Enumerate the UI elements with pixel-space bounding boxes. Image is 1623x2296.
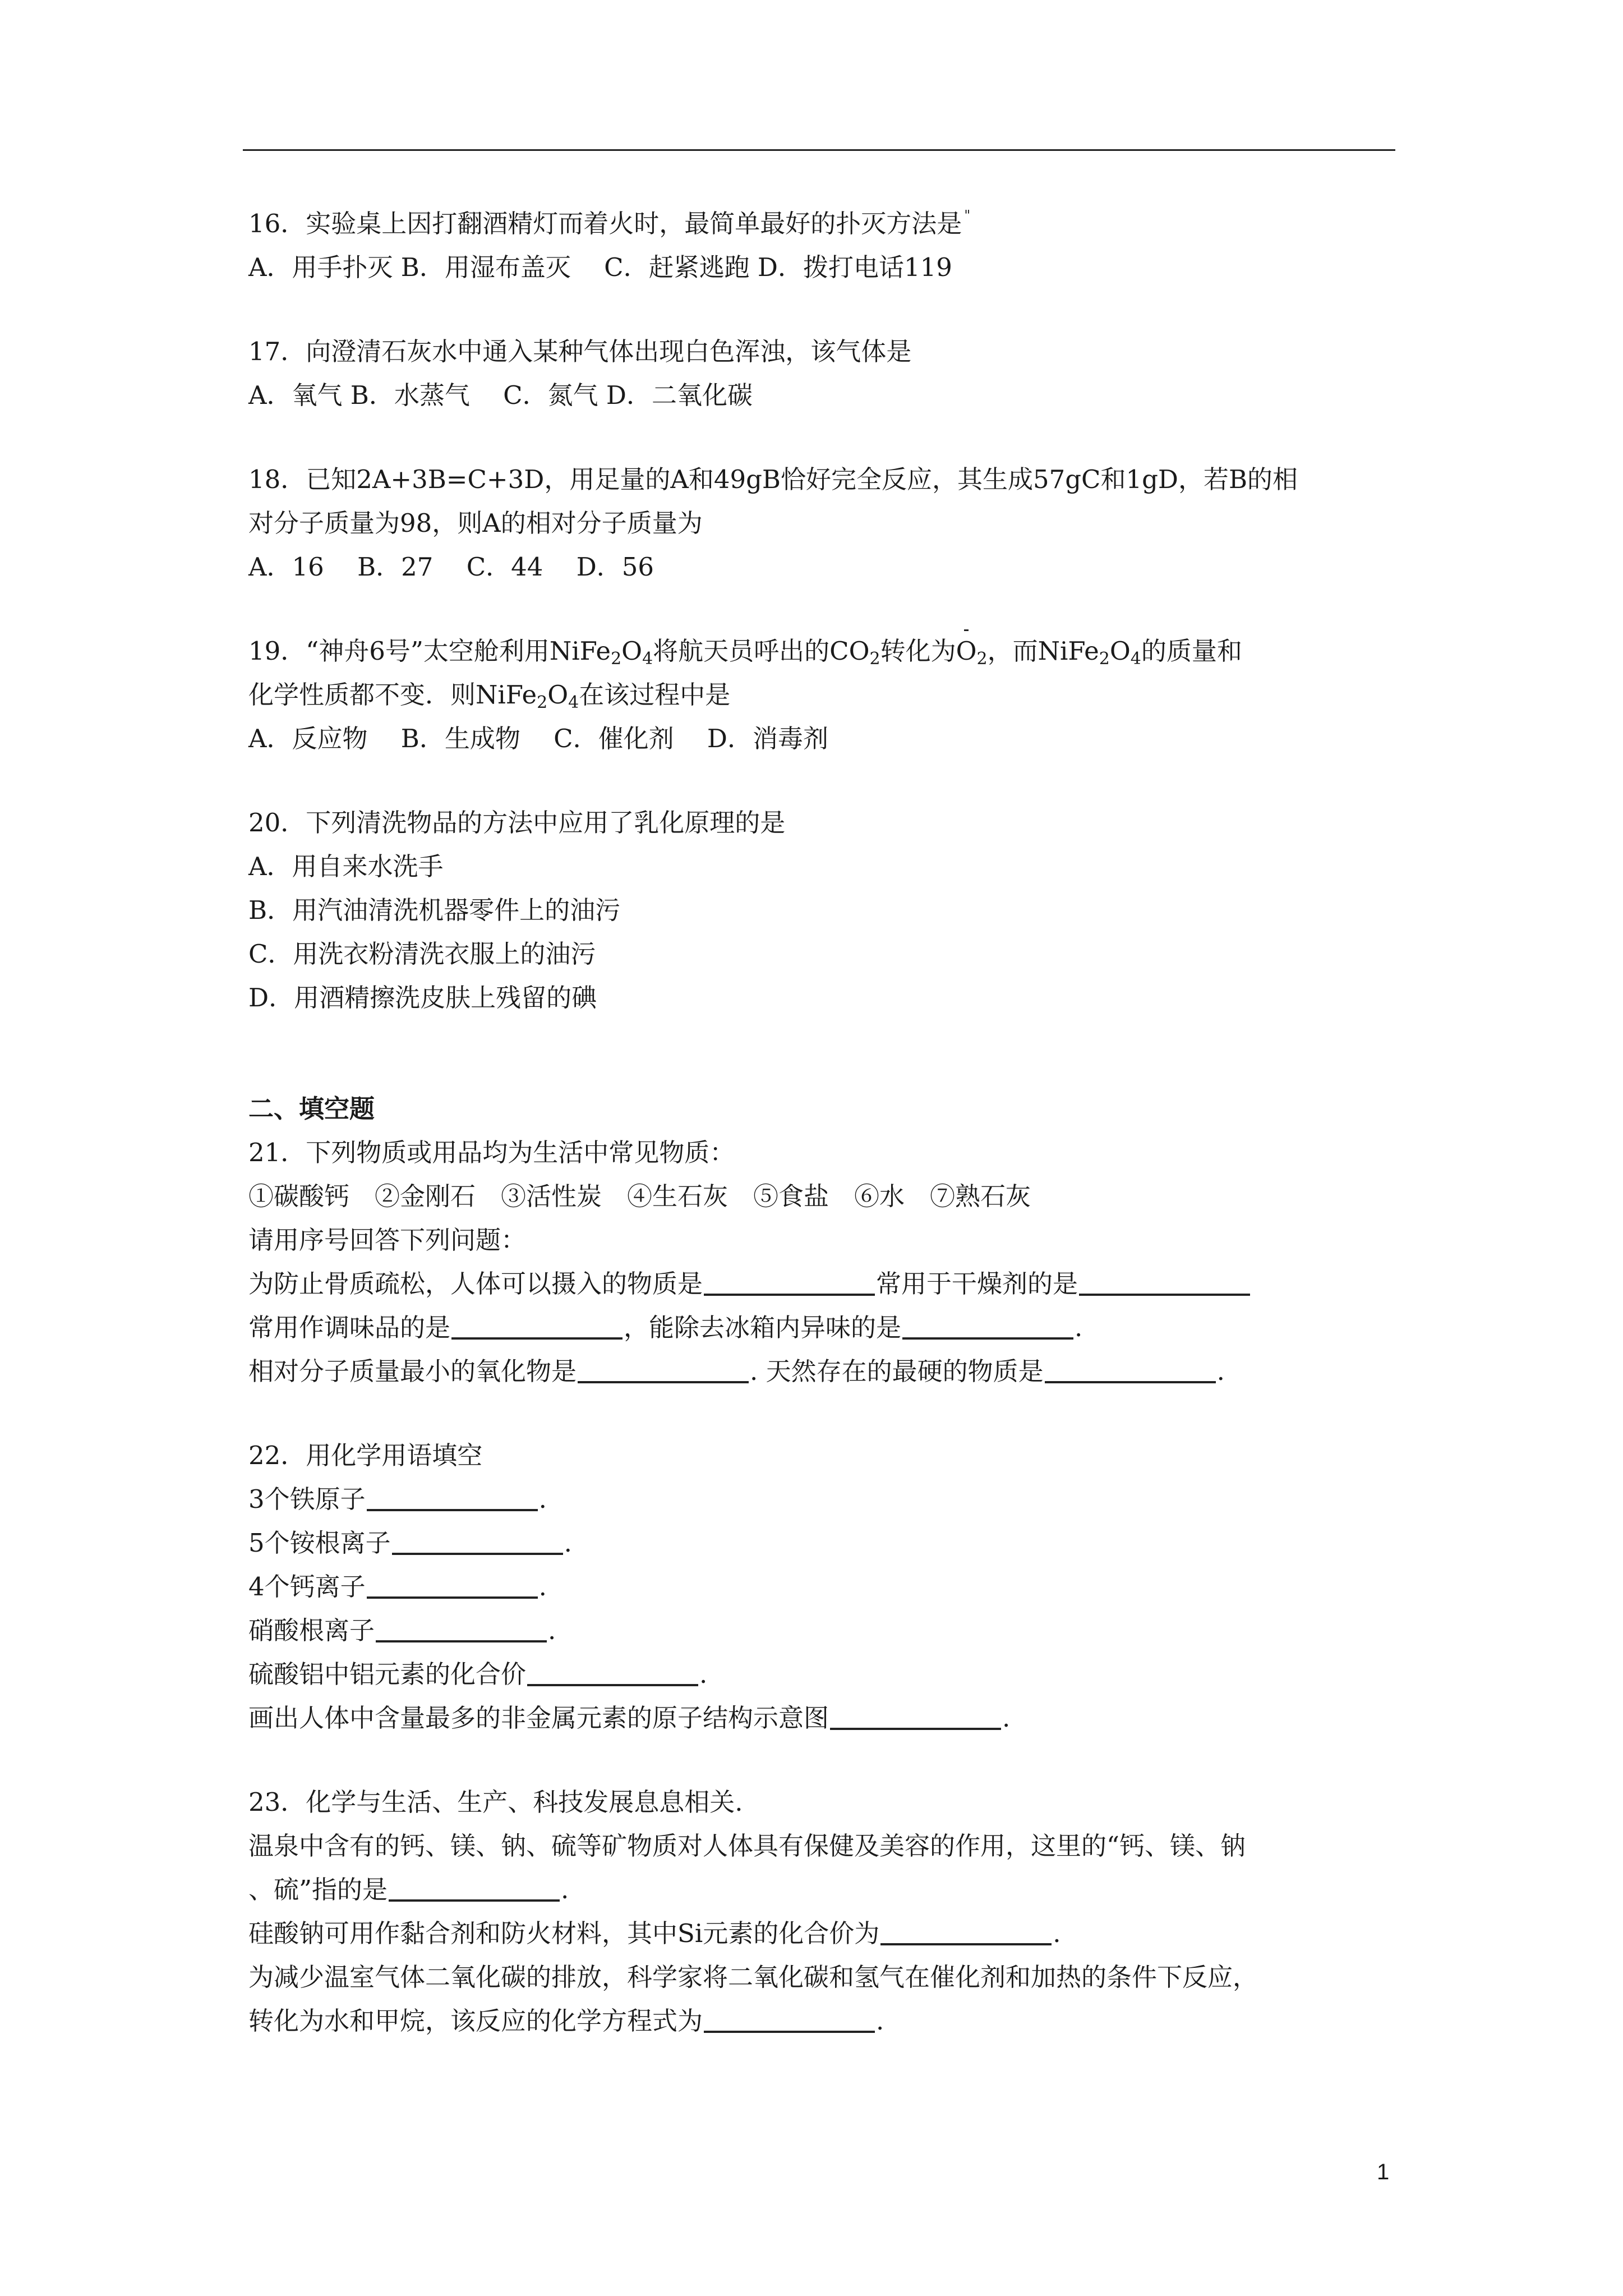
question-21-line2: 常用作调味品的是 ，能除去冰箱内异味的是 . <box>248 1313 1083 1342</box>
answer-blank[interactable] <box>376 1640 547 1642</box>
question-17-stem: 17．向澄清石灰水中通入某种气体出现白色浑浊，该气体是 <box>248 337 912 366</box>
answer-blank[interactable] <box>367 1509 538 1511</box>
question-23-line5: 转化为水和甲烷，该反应的化学方程式为 . <box>248 2006 884 2036</box>
question-22 <box>248 1434 1404 1740</box>
question-18-stem-line2: 对分子质量为98，则A的相对分子质量为 <box>248 508 703 538</box>
question-16-stem: 16．实验桌上因打翻酒精灯而着火时，最简单最好的扑灭方法是 " <box>248 194 1404 246</box>
question-23-line1: 温泉中含有的钙、镁、钠、硫等矿物质对人体具有保健及美容的作用，这里的“钙、镁、钠 <box>248 1831 1246 1861</box>
question-23-stem: 23．化学与生活、生产、科技发展息息相关. <box>248 1787 743 1817</box>
page-number: 1 <box>1377 2160 1390 2184</box>
answer-blank[interactable] <box>704 1294 875 1296</box>
question-22-item3: 4个钙离子 . <box>248 1572 547 1602</box>
question-22-stem: 22．用化学用语填空 <box>248 1441 483 1470</box>
question-23-line4: 为减少温室气体二氧化碳的排放，科学家将二氧化碳和氢气在催化剂和加热的条件下反应， <box>248 1962 1258 1992</box>
question-20-option-c: C．用洗衣粉清洗衣服上的油污 <box>248 939 596 969</box>
question-18 <box>248 458 1404 589</box>
question-18-options: A．16 B．27 C．44 D．56 <box>248 552 654 582</box>
section-heading-fill-in: 二、填空题 <box>248 1094 375 1124</box>
question-22-item4: 硝酸根离子 . <box>248 1616 556 1645</box>
question-19 <box>248 629 1404 761</box>
answer-blank[interactable] <box>367 1596 538 1599</box>
question-22-item5: 硫酸铝中铝元素的化合价 . <box>248 1659 708 1689</box>
answer-blank[interactable] <box>902 1337 1073 1340</box>
answer-blank[interactable] <box>527 1684 698 1686</box>
question-17-options: A．氧气 B．水蒸气 C．氮气 D．二氧化碳 <box>248 380 753 410</box>
question-20-option-b: B．用汽油清洗机器零件上的油污 <box>248 895 621 925</box>
question-21 <box>248 1131 1404 1393</box>
header-rule <box>243 149 1395 151</box>
scan-mark: " <box>964 208 971 223</box>
question-18-stem-line1: 18．已知2A+3B=C+3D，用足量的A和49gB恰好完全反应，其生成57gC和1gD，若B的相 <box>248 464 1298 494</box>
question-20-stem: 20．下列清洗物品的方法中应用了乳化原理的是 <box>248 808 786 838</box>
question-21-line3: 相对分子质量最小的氧化物是 . 天然存在的最硬的物质是 . <box>248 1356 1225 1386</box>
answer-blank[interactable] <box>704 2031 875 2033</box>
question-21-stem: 21．下列物质或用品均为生活中常见物质： <box>248 1138 735 1167</box>
answer-blank[interactable] <box>451 1337 623 1340</box>
question-16 <box>248 194 1404 289</box>
question-19-options: A．反应物 B．生成物 C．催化剂 D．消毒剂 <box>248 724 828 753</box>
charge-bar <box>964 629 969 631</box>
question-20-option-d: D．用酒精擦洗皮肤上残留的碘 <box>248 983 597 1013</box>
question-20 <box>248 801 1404 1020</box>
question-22-item2: 5个铵根离子 . <box>248 1528 572 1558</box>
question-19-stem-line2: 化学性质都不变．则$NiFe_2O_4$在该过程中是 <box>248 680 731 712</box>
question-19-stem-line1: 19．“神舟6号”太空舱利用$NiFe_2O_4$将航天员呼出的$CO_2$转化为 $O_2$，而$NiFe_2O_4$的质量和 <box>248 629 1404 673</box>
question-21-line1: 为防止骨质疏松，人体可以摄入的物质是 常用于干燥剂的是 <box>248 1262 1404 1306</box>
question-22-item6: 画出人体中含量最多的非金属元素的原子结构示意图 . <box>248 1703 1011 1733</box>
question-20-option-a: A．用自来水洗手 <box>248 852 444 881</box>
question-22-item1: 3个铁原子 . <box>248 1484 547 1514</box>
question-21-items: ①碳酸钙 ②金刚石 ③活性炭 ④生石灰 ⑤食盐 ⑥水 ⑦熟石灰 <box>248 1181 1031 1211</box>
answer-blank[interactable] <box>392 1553 563 1555</box>
answer-blank[interactable] <box>830 1728 1001 1730</box>
answer-blank[interactable] <box>1045 1381 1216 1383</box>
question-23 <box>248 1780 1404 2043</box>
question-21-instruction: 请用序号回答下列问题： <box>248 1225 527 1255</box>
o2-formula: $O_2$ <box>956 636 988 666</box>
answer-blank[interactable] <box>578 1381 749 1383</box>
exam-content <box>248 194 1404 2083</box>
question-17 <box>248 330 1404 417</box>
question-23-line3: 硅酸钠可用作黏合剂和防火材料，其中Si元素的化合价为 . <box>248 1918 1061 1948</box>
question-16-options: A．用手扑灭 B．用湿布盖灭 C．赶紧逃跑 D．拨打电话119 <box>248 252 952 282</box>
question-23-line2: 、硫”指的是 . <box>248 1875 569 1904</box>
answer-blank[interactable] <box>1079 1294 1250 1296</box>
answer-blank[interactable] <box>880 1943 1052 1945</box>
answer-blank[interactable] <box>389 1899 560 1902</box>
